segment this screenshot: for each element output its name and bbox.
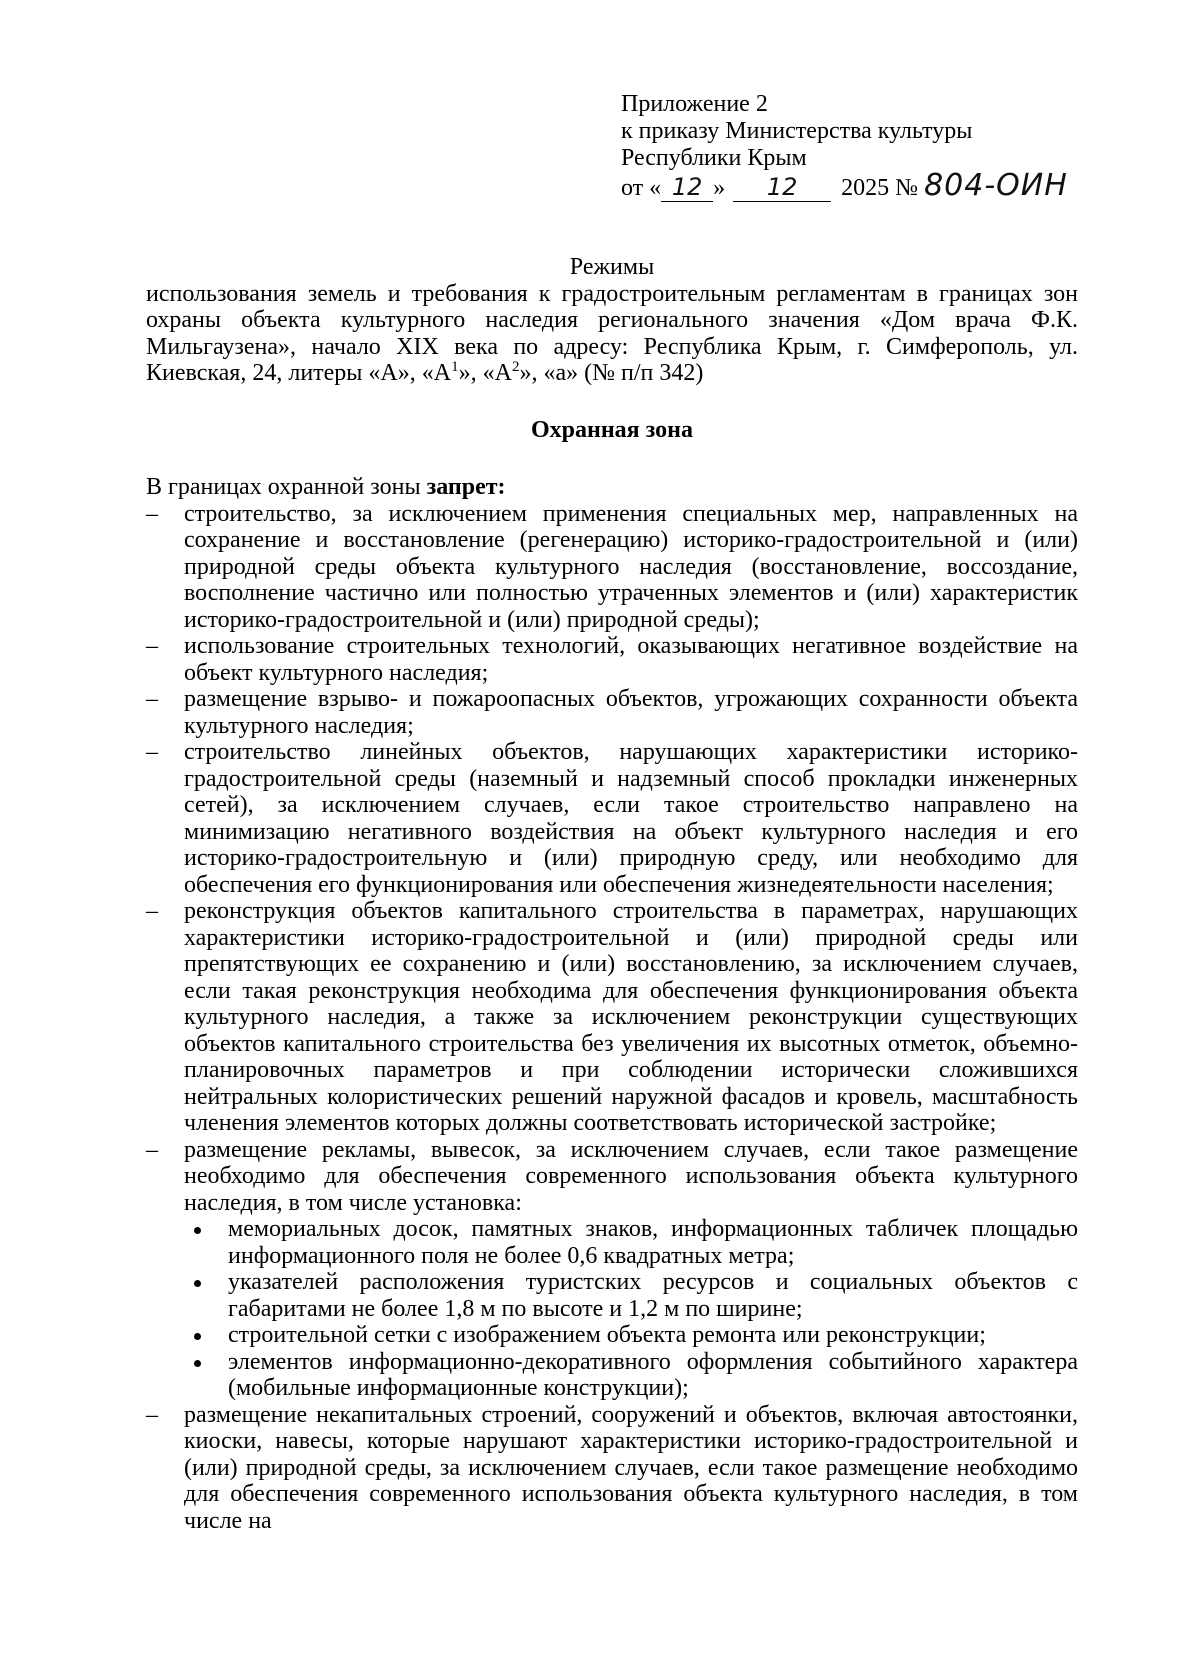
sub-list-item — [184, 1349, 1078, 1402]
list-item — [146, 686, 1078, 739]
date-mid: » — [713, 175, 726, 201]
document-title: Режимы — [569, 254, 655, 280]
date-prefix: от « — [621, 175, 662, 201]
bullet-icon — [194, 1227, 201, 1234]
prohibition-list — [146, 501, 1078, 1535]
sub-list-item — [184, 1269, 1078, 1322]
dash-marker: – — [146, 1401, 158, 1428]
list-item-text: размещение некапитальных строений, сооружений и объектов, включая автостоянки, киоски, навесы, которые нарушают характеристики историко-градостроительной и (или) природной среды, за исключением случаев, если такое размещение необходимо для обеспечения современного использования объекта культурного наследия, в том числе на — [184, 1401, 1078, 1534]
appendix-line-1: Приложение 2 — [621, 91, 768, 117]
sub-list-item — [184, 1216, 1078, 1269]
superscript-2: 2 — [511, 359, 520, 375]
list-item-text: размещение взрыво- и пожароопасных объектов, угрожающих сохранности объекта культурного наследия; — [184, 686, 1078, 739]
sub-list — [184, 1216, 1078, 1402]
section-heading: Охранная зона — [531, 416, 693, 443]
sub-list-item-text: строительной сетки с изображением объекта ремонта или реконструкции; — [228, 1322, 986, 1348]
list-item-text: реконструкция объектов капитального строительства в параметрах, нарушающих характеристики историко-градостроительной и (или) природной среды или препятствующих ее сохранению и (или) восстановлению, за исключением случаев, если такая реконструкция необходима для обеспечения функционирования объекта культурного наследия, а также за исключением реконструкции существующих объектов капитального строительства без увеличения их высотных отметок, объемно-планировочных параметров и при соблюдении исторически сложившихся нейтральных колористических решений наружной фасадов и кровель, масштабность членения элементов которых должны соответствовать исторической застройке; — [184, 898, 1078, 1136]
list-item — [146, 1402, 1078, 1535]
date-year: 2025 № — [841, 175, 919, 201]
dash-marker: – — [146, 739, 158, 765]
order-date-line — [621, 168, 1068, 203]
list-item — [146, 898, 1078, 1137]
appendix-line-2: к приказу Министерства культуры — [621, 118, 973, 144]
bullet-icon — [194, 1360, 201, 1367]
dash-marker: – — [146, 633, 158, 659]
dash-marker: – — [146, 898, 158, 924]
bullet-icon — [194, 1333, 201, 1340]
subtitle-part-2: », «А — [458, 360, 512, 386]
list-item-text: строительство, за исключением применения специальных мер, направленных на сохранение и восстановление (регенерацию) историко-градостроительной и (или) природной среды объекта культурного наследия (восстановление, воссоздание, восполнение частично или полностью утраченных элементов и (или) характеристик историко-градостроительной и (или) природной среды); — [184, 500, 1078, 633]
sub-list-item-text: мемориальных досок, памятных знаков, информационных табличек площадью информационного поля не более 0,6 квадратных метра; — [228, 1216, 1078, 1269]
list-item — [146, 1137, 1078, 1402]
subtitle-part-3: », «а» (№ п/п 342) — [519, 360, 704, 386]
date-month-handwritten: 12 — [733, 174, 831, 202]
sub-list-item-text: указателей расположения туристских ресурсов и социальных объектов с габаритами не более 1,8 м по высоте и 1,2 м по ширине; — [228, 1269, 1078, 1322]
intro-bold: запрет: — [426, 474, 506, 500]
list-item-text: использование строительных технологий, оказывающих негативное воздействие на объект культурного наследия; — [184, 633, 1078, 686]
dash-marker: – — [146, 500, 158, 527]
sub-list-item-text: элементов информационно-декоративного оформления событийного характера (мобильные информационные конструкции); — [228, 1348, 1078, 1401]
bullet-icon — [194, 1280, 201, 1287]
subtitle-part-1: использования земель и требования к градостроительным регламентам в границах зон охраны объекта культурного наследия регионального значения «Дом врача Ф.К. Мильгаузена», начало XIX века по адресу: Республика Крым, г. Симферополь, ул. Киевская, 24, литеры «А», «А — [146, 280, 1078, 386]
appendix-line-3: Республики Крым — [621, 145, 807, 171]
document-body — [146, 254, 1078, 1534]
date-day-handwritten: 12 — [661, 174, 713, 202]
list-item — [146, 633, 1078, 686]
list-item — [146, 739, 1078, 898]
intro-text: В границах охранной зоны — [146, 474, 427, 500]
list-item-text: размещение рекламы, вывесок, за исключением случаев, если такое размещение необходимо для обеспечения современного использования объекта культурного наследия, в том числе установка: — [184, 1136, 1078, 1216]
list-item-text: строительство линейных объектов, нарушающих характеристики историко-градостроительной среды (наземный и надземный способ прокладки инженерных сетей), за исключением случаев, если такое строительство направлено на минимизацию негативного воздействия на объект культурного наследия и его историко-градостроительную и (или) природную среду, или необходимо для обеспечения его функционирования или обеспечения жизнедеятельности населения; — [184, 739, 1078, 898]
list-item — [146, 501, 1078, 634]
order-number-handwritten: 804-ОИН — [924, 168, 1068, 203]
document-subtitle — [146, 281, 1078, 387]
dash-marker: – — [146, 686, 158, 712]
section-intro — [146, 474, 1078, 501]
sub-list-item — [184, 1322, 1078, 1349]
dash-marker: – — [146, 1136, 158, 1163]
superscript-1: 1 — [451, 359, 459, 375]
appendix-header — [621, 91, 1068, 203]
